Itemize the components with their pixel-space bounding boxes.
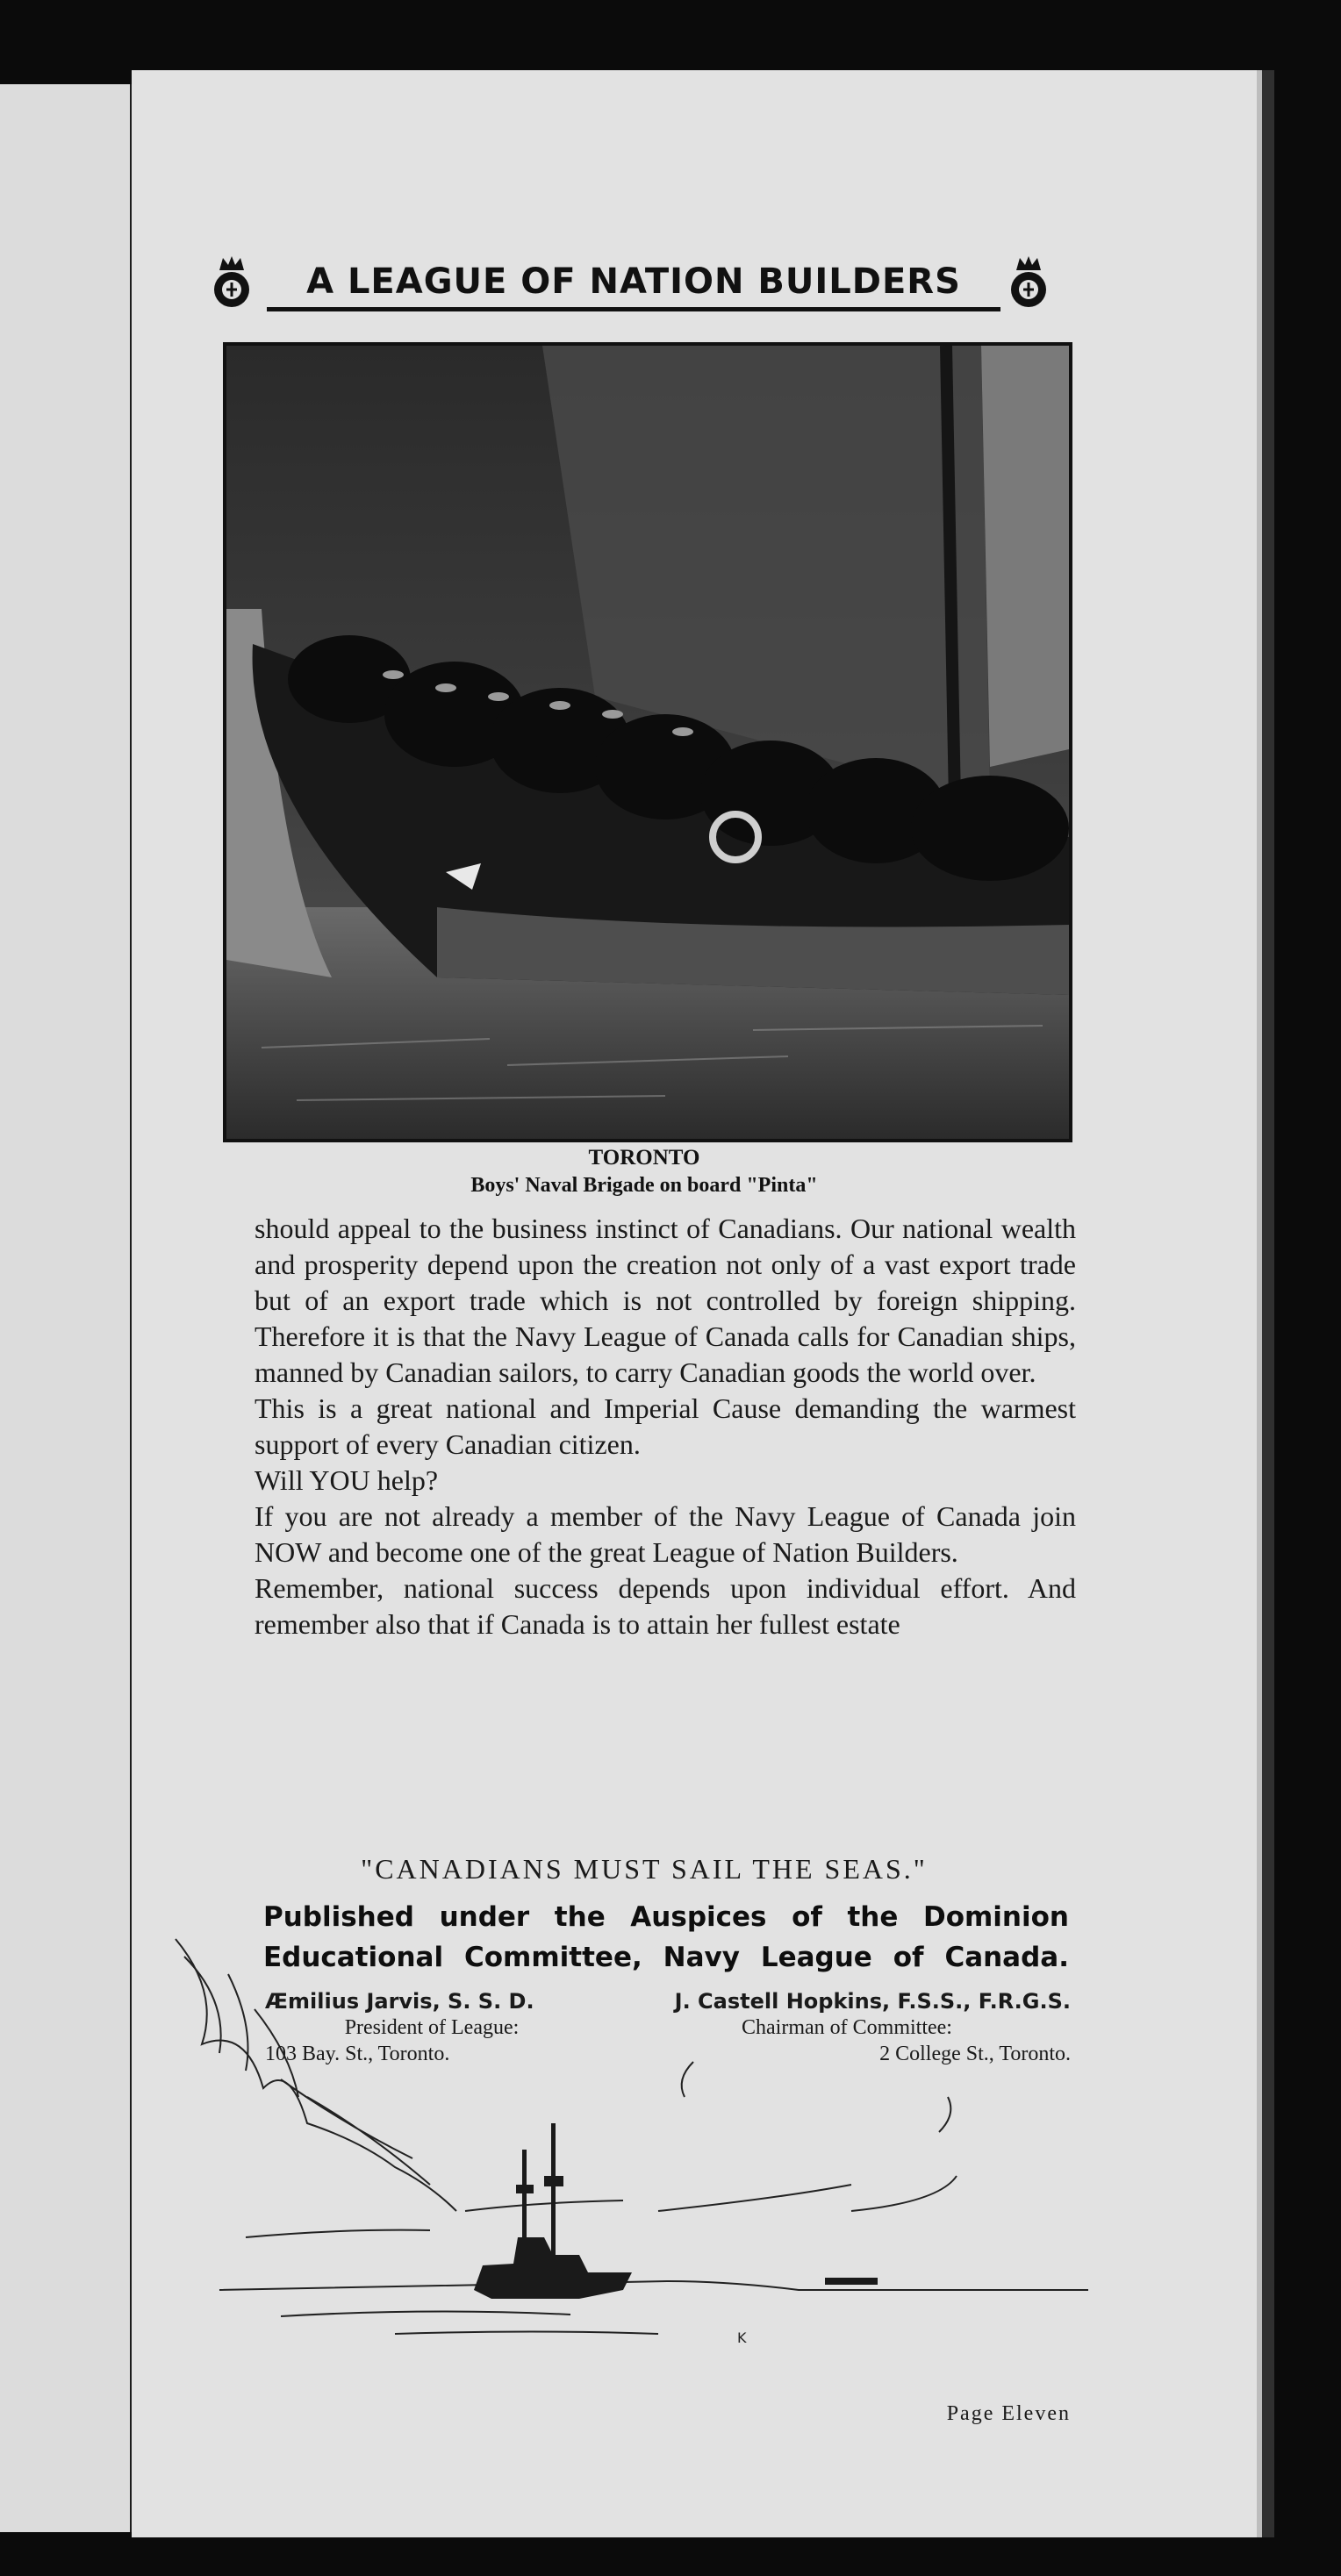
page-header (212, 246, 1090, 325)
publisher-statement: Published under the Auspices of the Dominion Educational Committee, Navy League of Canada. (263, 1901, 1069, 1973)
page-number: Page Eleven (946, 2402, 1071, 2425)
president-block (265, 1988, 599, 2067)
paragraph: should appeal to the business instinct of Canadians. Our national wealth and prosperity depend upon the creation not only of a vast export trade but of an export trade which is not controlled by foreign shipping. Therefore it is that the Navy League of Canada calls for Canadian ships, manned by Canadian sailors, to carry Canadian goods the world over. (255, 1213, 1076, 1388)
naval-crown-emblem-icon (212, 254, 251, 311)
article-body (255, 1211, 1076, 1642)
president-address: 103 Bay. St., Toronto. (265, 2043, 450, 2065)
paragraph: Remember, national success depends upon individual effort. And remember also that if Canada is to attain her fullest estate (255, 1572, 1076, 1640)
chairman-block (623, 1988, 1071, 2067)
president-name: Æmilius Jarvis, S. S. D. (265, 1989, 534, 2014)
chairman-role: Chairman of Committee: (742, 2016, 952, 2039)
chairman-name: J. Castell Hopkins, F.S.S., F.R.G.S. (674, 1989, 1071, 2014)
page-shadow-edge (1262, 70, 1274, 2537)
president-role: President of League: (344, 2016, 520, 2039)
svg-text:K: K (737, 2329, 747, 2346)
photo-location: TORONTO (588, 1146, 700, 1170)
ship-photo-illustration (226, 346, 1069, 1139)
photo-caption: Boys' Naval Brigade on board "Pinta" (470, 1174, 818, 1197)
paragraph: Will YOU help? (255, 1464, 439, 1496)
paragraph: If you are not already a member of the Navy League of Canada join NOW and become one of the great League of Nation Builders. (255, 1500, 1076, 1568)
slogan: "CANADIANS MUST SAIL THE SEAS." (361, 1853, 928, 1885)
naval-crown-emblem-icon (1009, 254, 1048, 311)
page-title: A LEAGUE OF NATION BUILDERS (267, 256, 1000, 311)
photograph-naval-brigade (223, 342, 1072, 1142)
document-page (132, 70, 1262, 2537)
chairman-address: 2 College St., Toronto. (879, 2043, 1071, 2065)
facing-page-edge (0, 84, 133, 2532)
paragraph: This is a great national and Imperial Cause demanding the warmest support of every Canadian citizen. (255, 1392, 1076, 1460)
